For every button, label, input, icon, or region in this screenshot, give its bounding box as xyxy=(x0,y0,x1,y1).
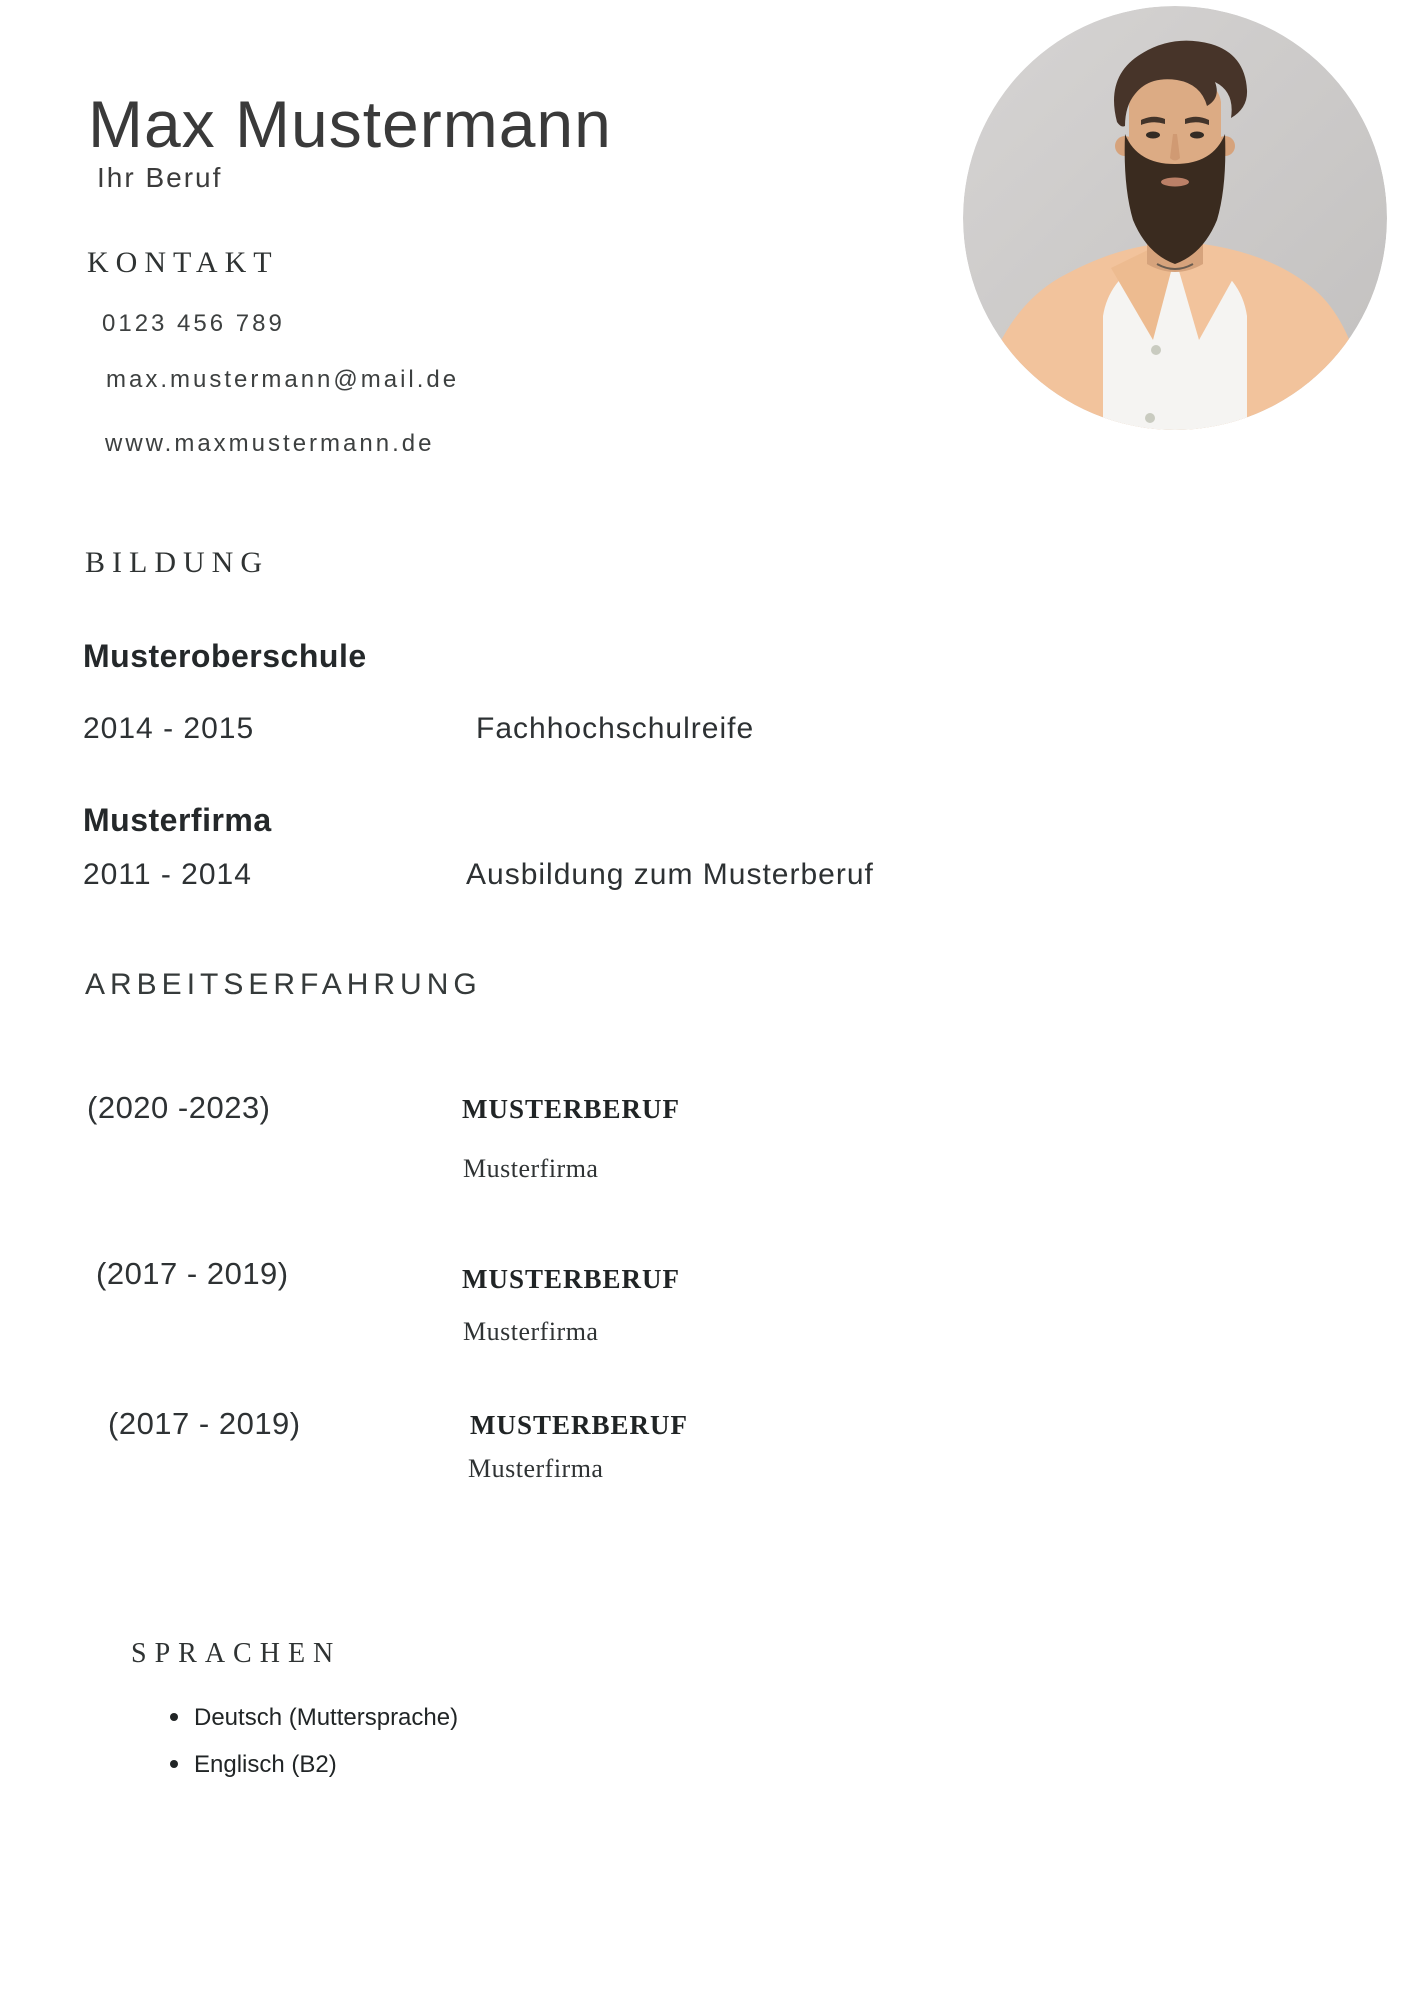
experience-role: MUSTERBERUF xyxy=(470,1410,689,1440)
experience-period: (2017 - 2019) xyxy=(108,1406,301,1441)
experience-company: Musterfirma xyxy=(468,1454,604,1483)
education-degree: Fachhochschulreife xyxy=(476,712,755,745)
eye-right xyxy=(1190,132,1204,139)
experience-period: (2017 - 2019) xyxy=(96,1256,289,1291)
jacket-button xyxy=(1145,413,1155,423)
portrait-illustration xyxy=(963,6,1387,430)
section-title-bildung: BILDUNG xyxy=(85,546,269,579)
education-institution: Musterfirma xyxy=(83,802,272,838)
experience-period: (2020 -2023) xyxy=(87,1090,271,1125)
section-title-kontakt: KONTAKT xyxy=(87,246,279,279)
experience-role: MUSTERBERUF xyxy=(462,1264,681,1294)
experience-company: Musterfirma xyxy=(463,1154,599,1183)
experience-company: Musterfirma xyxy=(463,1317,599,1346)
section-title-sprachen: SPRACHEN xyxy=(131,1638,342,1669)
section-title-arbeitserfahrung: ARBEITSERFAHRUNG xyxy=(85,968,482,1001)
language-item: Deutsch (Muttersprache) xyxy=(168,1702,458,1733)
experience-role: MUSTERBERUF xyxy=(462,1094,681,1124)
language-list xyxy=(168,1702,458,1796)
education-institution: Musteroberschule xyxy=(83,638,367,674)
education-degree: Ausbildung zum Musterberuf xyxy=(466,858,874,891)
contact-email: max.mustermann@mail.de xyxy=(106,366,460,393)
contact-phone: 0123 456 789 xyxy=(102,310,285,337)
page-title: Max Mustermann xyxy=(88,87,612,161)
language-item: Englisch (B2) xyxy=(168,1749,458,1780)
job-title-subtitle: Ihr Beruf xyxy=(97,162,223,193)
profile-photo xyxy=(963,6,1387,430)
eye-left xyxy=(1146,132,1160,139)
education-period: 2014 - 2015 xyxy=(83,712,255,745)
mouth xyxy=(1161,178,1189,187)
jacket-button xyxy=(1151,345,1161,355)
education-period: 2011 - 2014 xyxy=(83,858,252,891)
contact-website: www.maxmustermann.de xyxy=(105,430,435,457)
